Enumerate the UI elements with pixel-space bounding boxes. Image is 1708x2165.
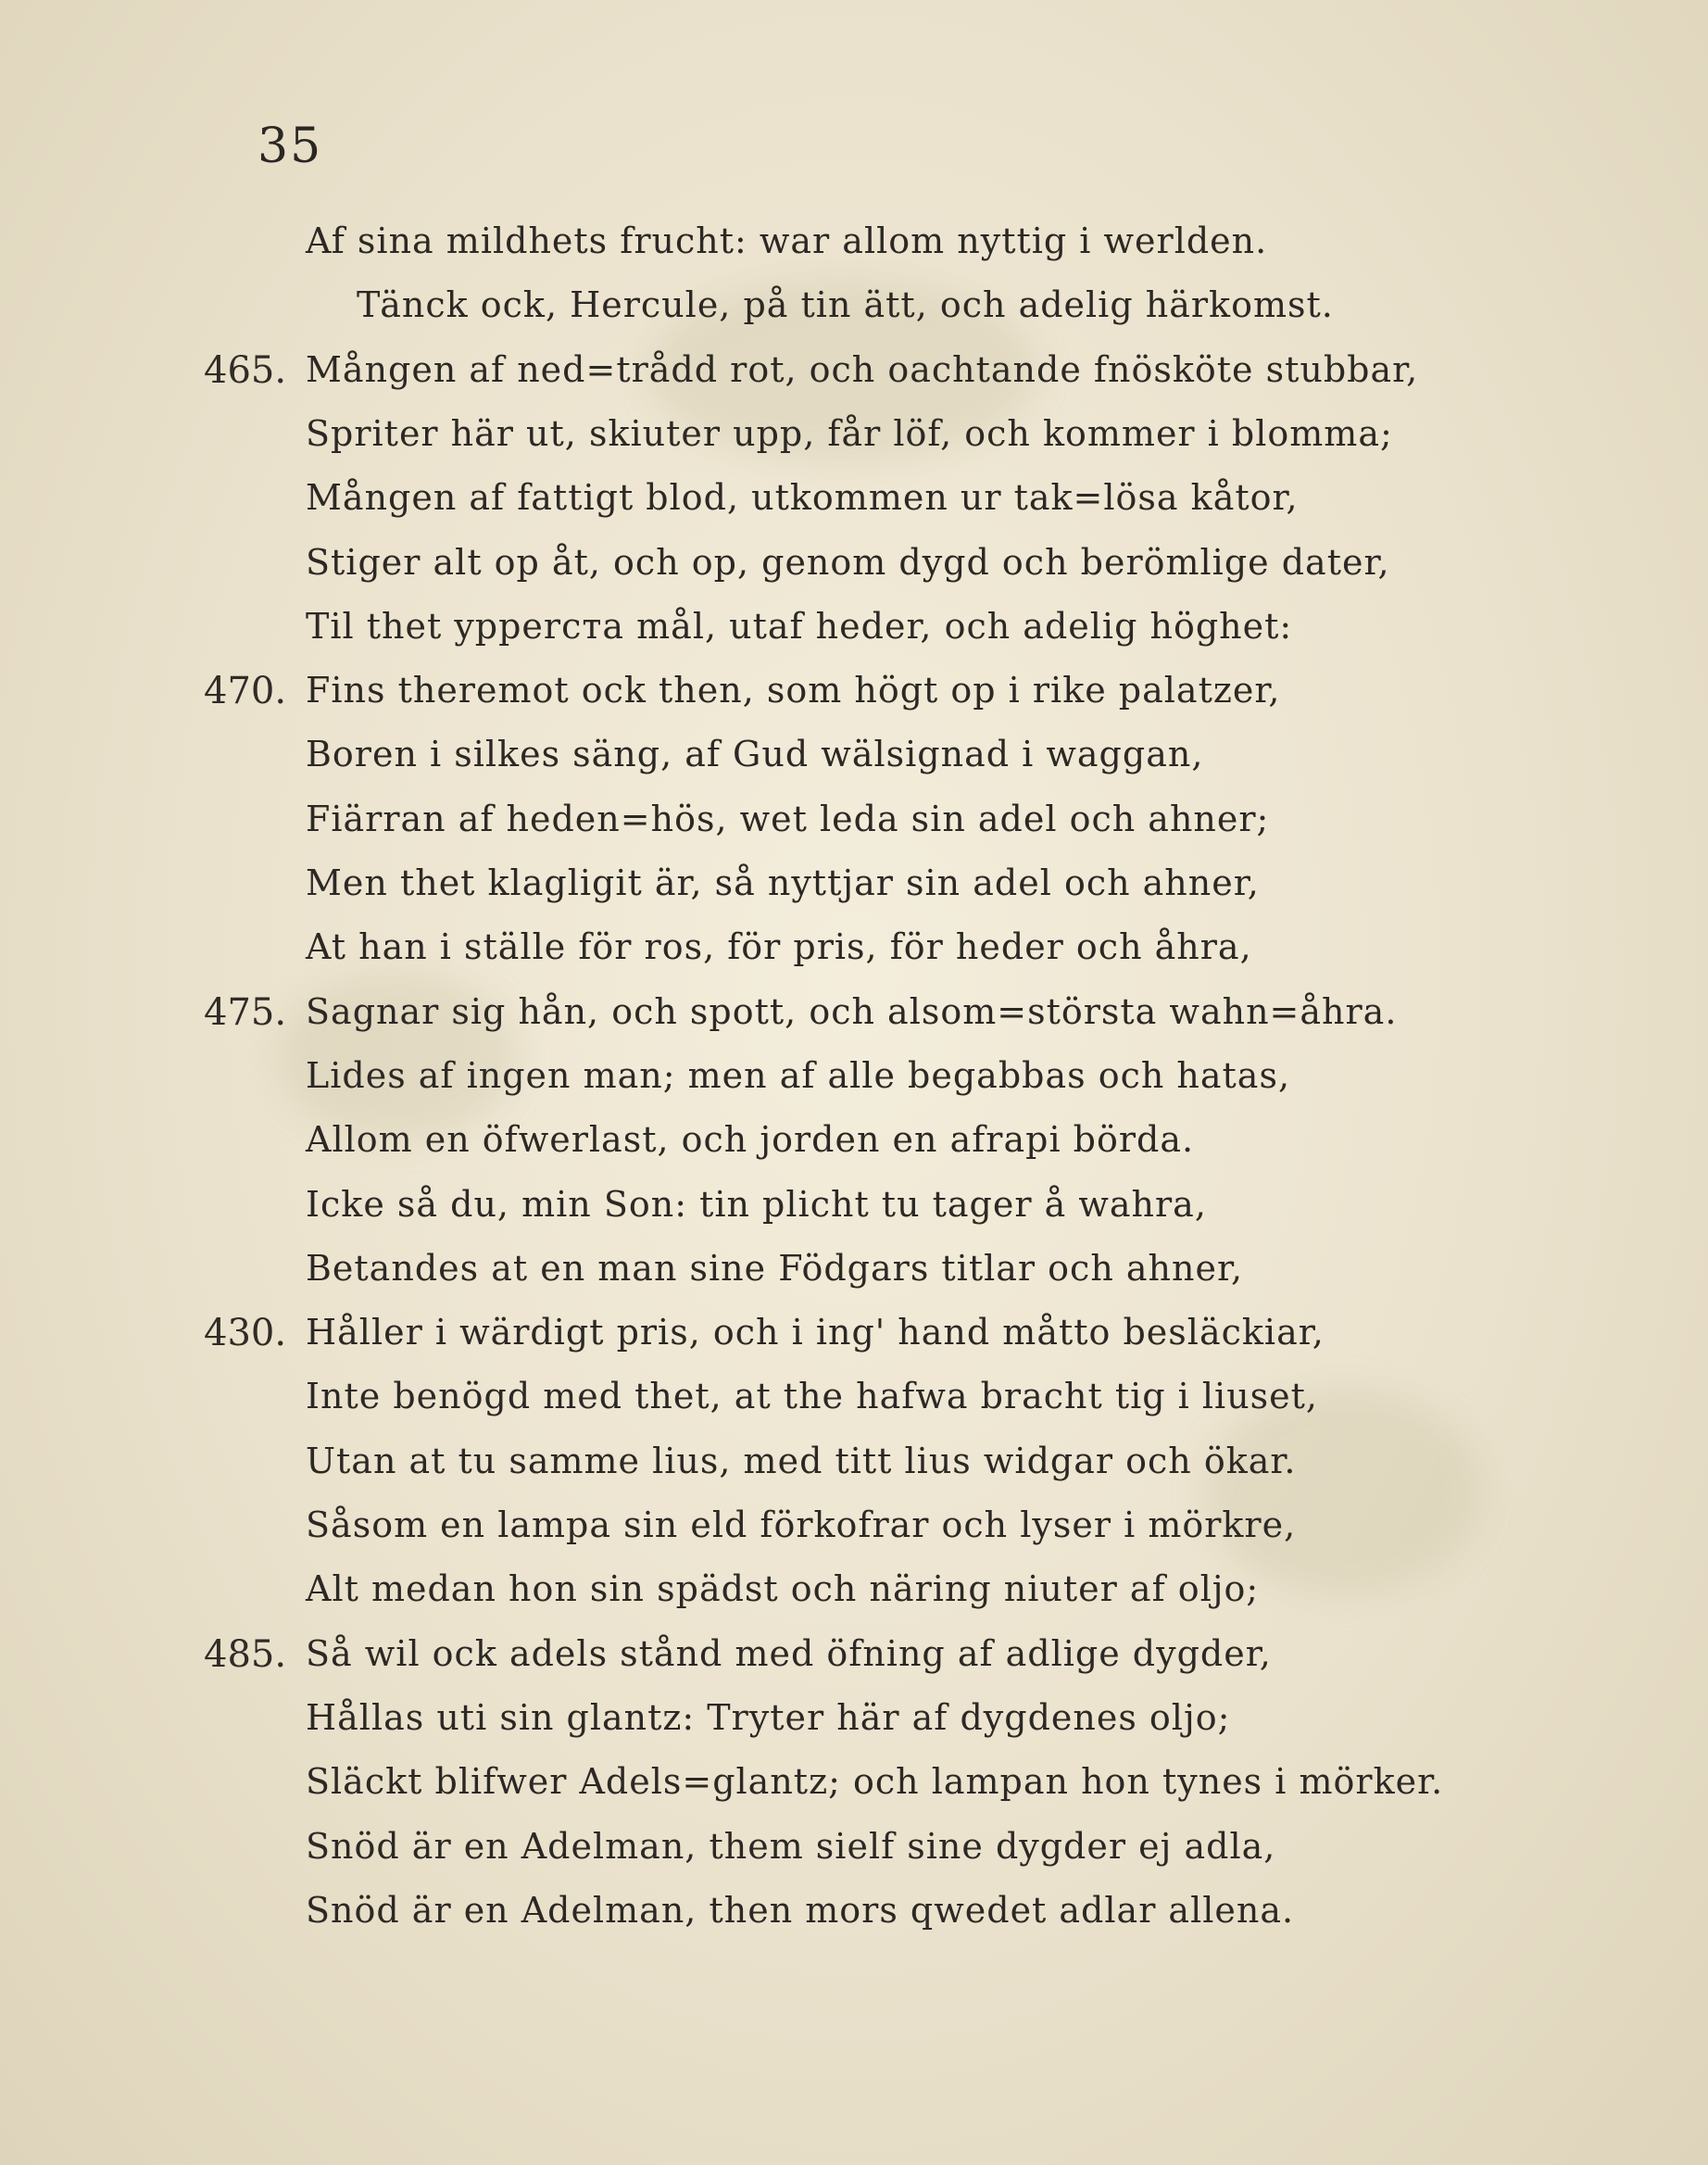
verse-line-text: Så wil ock adels stånd med öfning af adlige dygder, (306, 1632, 1272, 1674)
verse-line-text: Mången af fattigt blod, utkommen ur tak=lösa kåtor, (306, 477, 1299, 519)
verse-line-text: Fins theremot ock then, som högt op i rike palatzer, (306, 670, 1281, 711)
verse-line (0, 1046, 1708, 1111)
page-number: 35 (257, 119, 323, 174)
verse-line (0, 853, 1708, 918)
verse-line (0, 789, 1708, 854)
verse-line (0, 1431, 1708, 1496)
verse-line-text: Alt medan hon sin spädst och näring niuter af oljo; (306, 1568, 1260, 1610)
verse-line-number: 465. (204, 348, 287, 392)
verse-line (0, 533, 1708, 598)
verse-line (0, 1110, 1708, 1175)
verse-line-text: Sagnar sig hån, och spott, och alsom=största wahn=åhra. (306, 990, 1398, 1032)
verse-line-number: 475. (204, 990, 287, 1034)
verse-line-text: Til thet ypperста mål, utaf heder, och adelig höghet: (306, 605, 1293, 647)
verse-line-text: Mången af ned=trådd rot, och oachtande fnösköte stubbar, (306, 348, 1419, 390)
verse-line-text: Lides af ingen man; men af alle begabbas och hatas, (306, 1054, 1291, 1096)
verse-line-text: Snöd är en Adelman, them sielf sine dygder ej adla, (306, 1825, 1276, 1867)
verse-line (0, 211, 1708, 276)
verse-line-text: Hållas uti sin glantz: Tryter här af dygdenes oljo; (306, 1696, 1231, 1738)
verse-line-text: Utan at tu samme lius, med titt lius widgar och ökar. (306, 1440, 1297, 1481)
verse-line (0, 1881, 1708, 1945)
verse-line-text: Tänck ock, Hercule, på tin ätt, och adelig härkomst. (357, 284, 1334, 326)
verse-line-text: Boren i silkes säng, af Gud wälsignad i waggan, (306, 734, 1204, 775)
verse-line (0, 1495, 1708, 1560)
verse-line-text: At han i ställe för ros, för pris, för heder och åhra, (306, 926, 1252, 968)
verse-line (0, 1688, 1708, 1753)
verse-line (0, 917, 1708, 982)
verse-line (0, 1559, 1708, 1624)
verse-line (0, 275, 1708, 340)
verse-line (0, 724, 1708, 789)
verse-line (0, 340, 1708, 405)
verse-line-number: 485. (204, 1632, 287, 1676)
verse-line-number: 430. (204, 1312, 287, 1355)
verse-line (0, 1366, 1708, 1431)
verse-line-text: Fiärran af heden=hös, wet leda sin adel och ahner; (306, 798, 1270, 839)
verse-line (0, 1303, 1708, 1367)
verse-line (0, 597, 1708, 661)
verse-line (0, 982, 1708, 1047)
verse-line-text: Såsom en lampa sin eld förkofrar och lyser i mörkre, (306, 1504, 1297, 1545)
verse-line-text: Allom en öfwerlast, och jorden en afrapi börda. (306, 1119, 1195, 1161)
verse-line-text: Spriter här ut, skiuter upp, får löf, och kommer i blomma; (306, 412, 1393, 454)
verse-line-text: Men thet klagligit är, så nyttjar sin adel och ahner, (306, 862, 1260, 903)
verse-line-text: Stiger alt op åt, och op, genom dygd och berömlige dater, (306, 541, 1390, 583)
verse-line (0, 1752, 1708, 1817)
verse-line-text: Af sina mildhets frucht: war allom nyttig i werlden. (306, 220, 1268, 261)
verse-line-text: Snöd är en Adelman, then mors qwedet adlar allena. (306, 1889, 1295, 1931)
verse-line (0, 1175, 1708, 1240)
verse-line (0, 661, 1708, 725)
verse-line (0, 1817, 1708, 1882)
verse-line-number: 470. (204, 670, 287, 713)
verse-line (0, 1624, 1708, 1689)
verse-line-text: Inte benögd med thet, at the hafwa bracht tig i liuset, (306, 1376, 1319, 1417)
verse-line-text: Släckt blifwer Adels=glantz; och lampan hon tynes i mörker. (306, 1761, 1444, 1803)
verse-line-text: Icke så du, min Son: tin plicht tu tager å wahra, (306, 1183, 1207, 1225)
verse-line-text: Betandes at en man sine Födgars titlar och ahner, (306, 1247, 1244, 1289)
verse-line-text: Håller i wärdigt pris, och i ing' hand måtto besläckiar, (306, 1312, 1325, 1353)
verse-line (0, 468, 1708, 533)
verse-line (0, 1239, 1708, 1303)
verse-line (0, 404, 1708, 469)
